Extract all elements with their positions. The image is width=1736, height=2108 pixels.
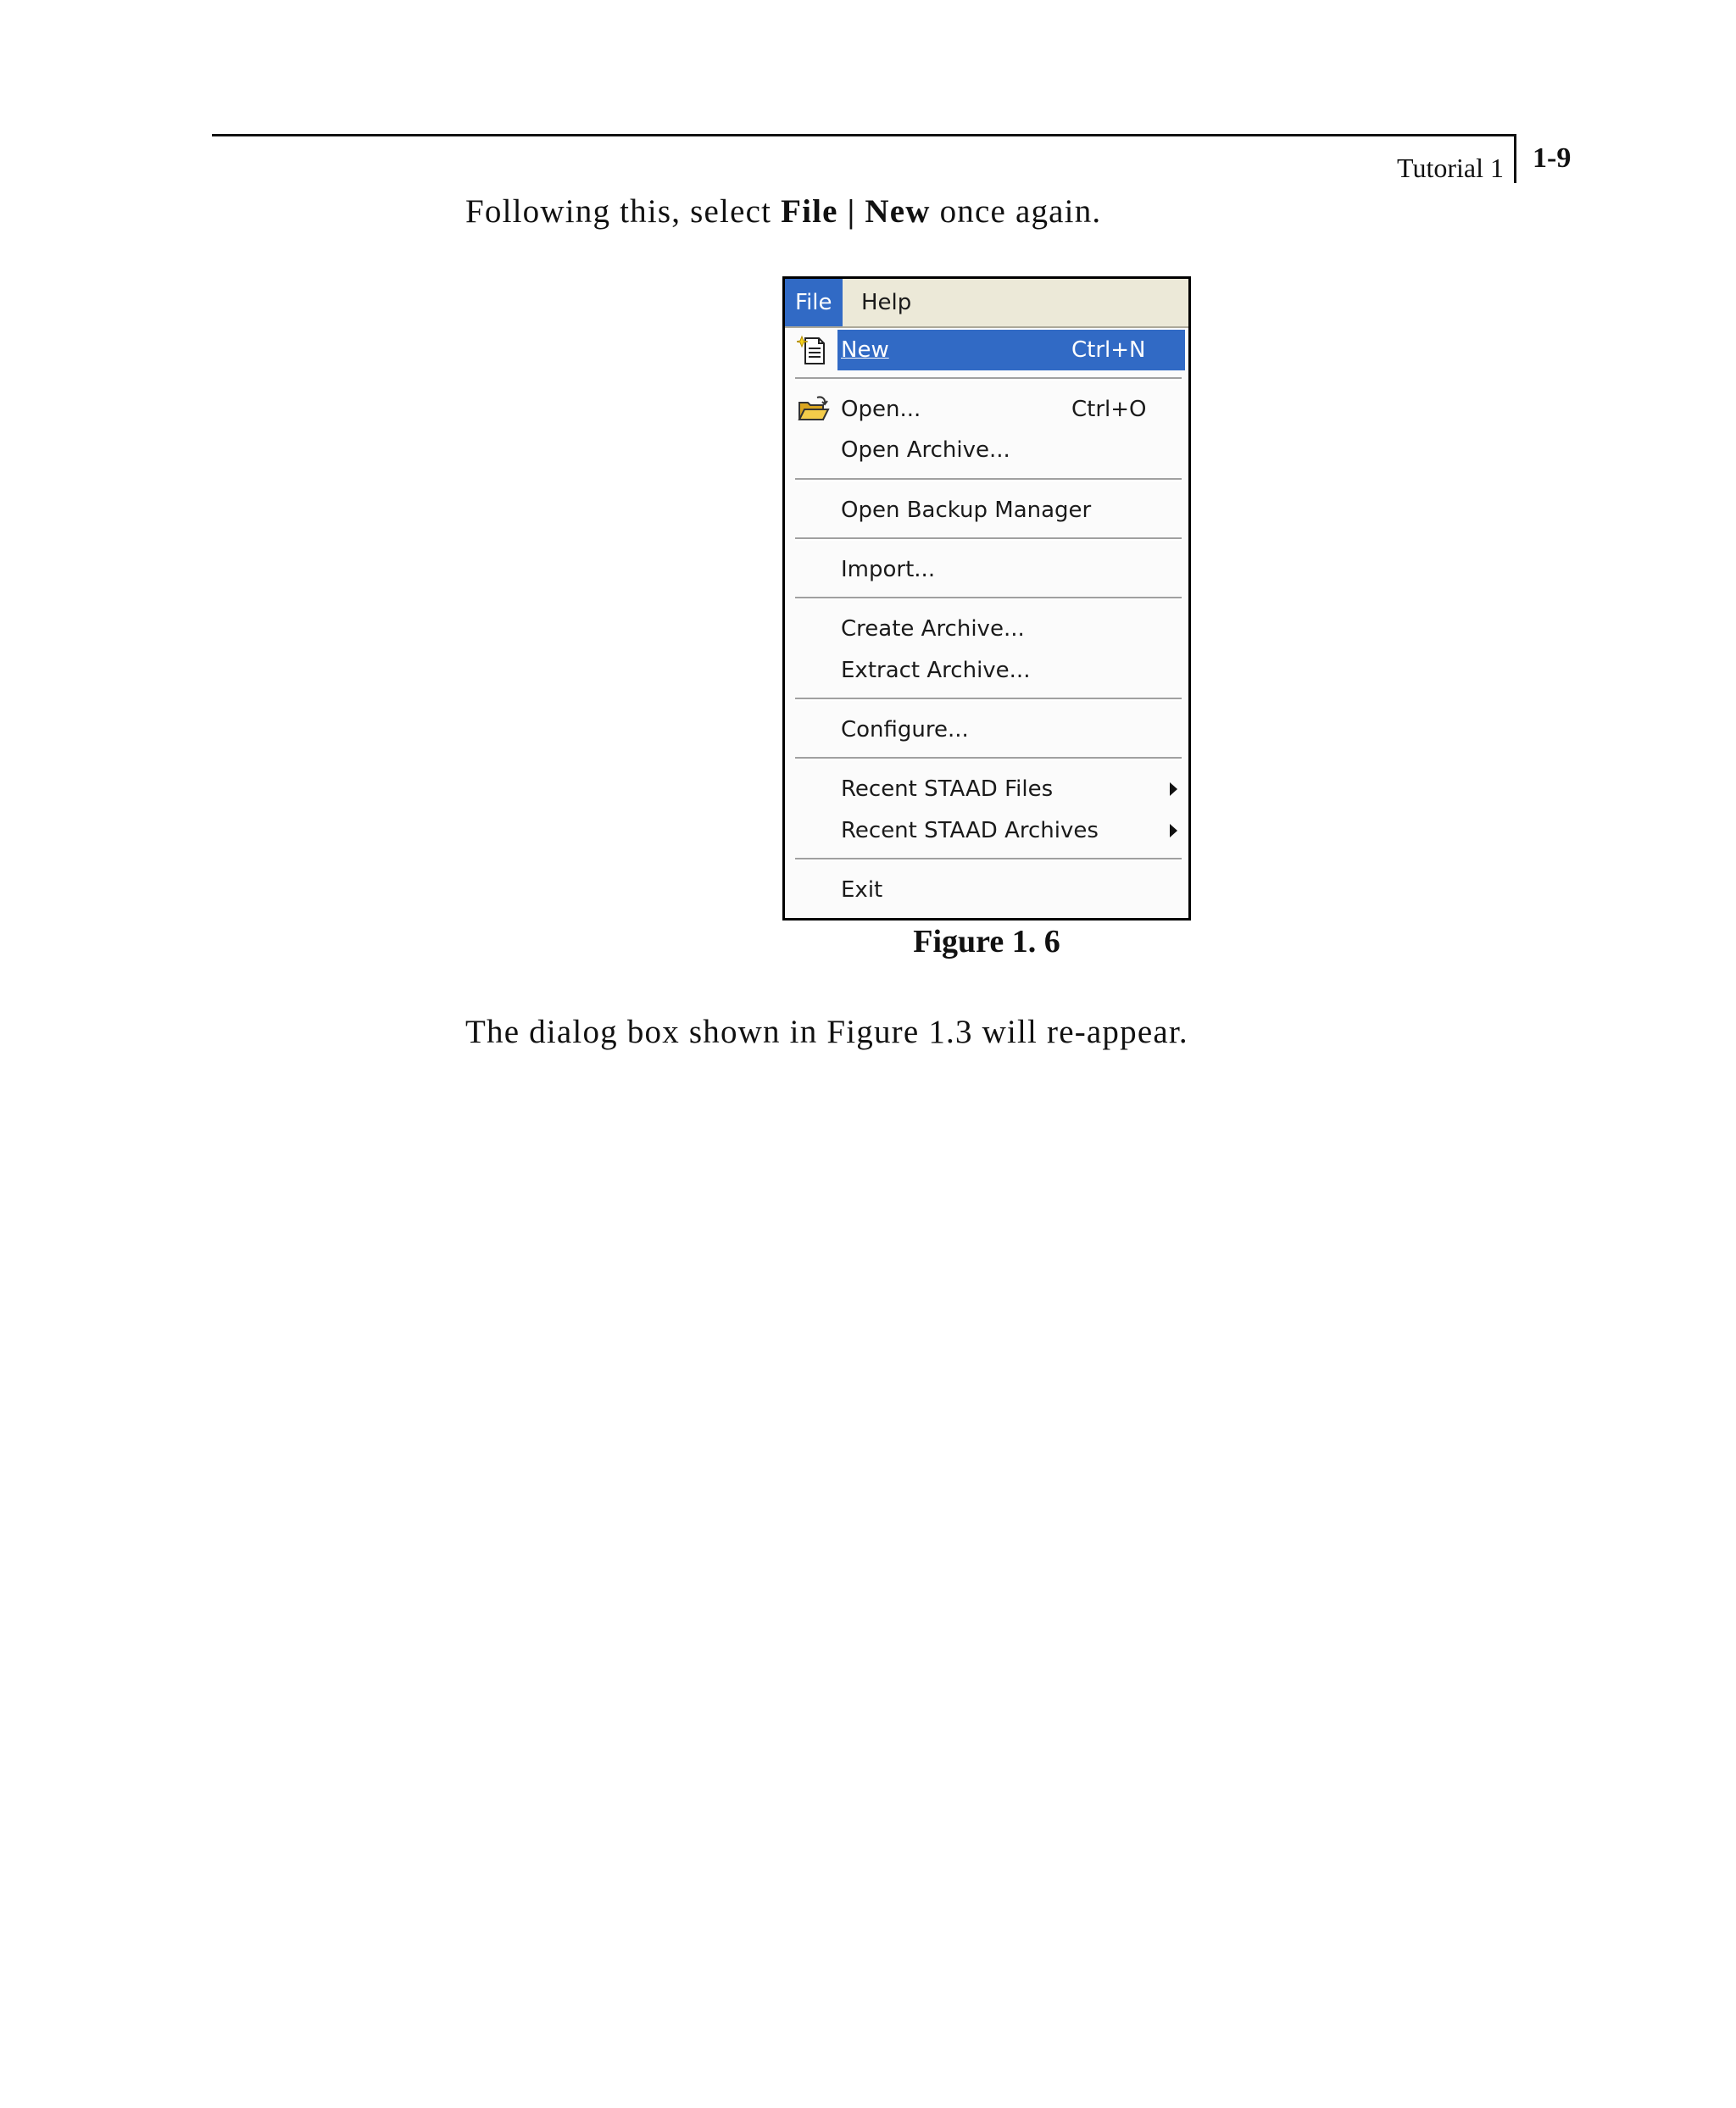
menu-separator [795, 377, 1182, 381]
menu-item-configure[interactable] [790, 709, 1185, 750]
menu-item-label: Recent STAAD Files [841, 776, 1054, 802]
instruction-paragraph [465, 192, 1101, 232]
followup-paragraph: The dialog box shown in Figure 1.3 will re-appear. [465, 1014, 1188, 1050]
menubar-file[interactable]: File [785, 279, 843, 326]
menu-item-import[interactable] [790, 549, 1185, 590]
menu-item-open[interactable] [790, 389, 1185, 430]
menu-item-label: Open Backup Manager [841, 498, 1092, 523]
menu-item-recent-staad-archives[interactable] [790, 810, 1185, 851]
header-rule-tick [1514, 134, 1516, 183]
menu-item-open-archive[interactable] [790, 430, 1185, 470]
open-folder-icon [797, 394, 831, 425]
menubar [785, 279, 1188, 328]
instruction-menu-path: File | New [781, 193, 931, 230]
menubar-help[interactable]: Help [861, 290, 912, 315]
menu-item-shortcut: Ctrl+N [1071, 337, 1146, 363]
menu-item-label: Recent STAAD Archives [841, 818, 1099, 843]
header-page-number: 1-9 [1533, 142, 1572, 174]
menu-item-label: Create Archive... [841, 616, 1025, 642]
menu-item-label: Exit [841, 877, 883, 903]
menu-item-new[interactable] [790, 330, 1185, 370]
menu-item-label: Open Archive... [841, 437, 1010, 463]
menu-item-label: Configure... [841, 717, 969, 743]
menu-separator [795, 478, 1182, 481]
menu-separator [795, 597, 1182, 600]
header-section-title: Tutorial 1 [1397, 153, 1504, 183]
instruction-text-suffix: once again. [930, 193, 1102, 230]
menu-separator [795, 757, 1182, 760]
menu-item-recent-staad-files[interactable] [790, 769, 1185, 809]
menu-separator [795, 537, 1182, 541]
file-menu-screenshot [782, 276, 1191, 921]
menu-item-label: Import... [841, 557, 936, 582]
menu-separator [795, 858, 1182, 861]
menu-item-extract-archive[interactable] [790, 650, 1185, 691]
menu-item-create-archive[interactable] [790, 609, 1185, 649]
header-rule [212, 134, 1516, 136]
figure-caption: Figure 1. 6 [913, 924, 1060, 959]
menu-item-label: Open... [841, 397, 921, 422]
new-document-icon [797, 335, 831, 365]
menu-item-label: New [841, 337, 889, 363]
instruction-text-prefix: Following this, select [465, 193, 782, 230]
submenu-arrow-icon [1170, 824, 1177, 837]
menu-item-label: Extract Archive... [841, 658, 1031, 683]
menu-separator [795, 698, 1182, 701]
menu-item-open-backup-manager[interactable] [790, 490, 1185, 531]
menu-item-shortcut: Ctrl+O [1071, 397, 1147, 422]
submenu-arrow-icon [1170, 782, 1177, 796]
menu-item-exit[interactable] [790, 870, 1185, 910]
